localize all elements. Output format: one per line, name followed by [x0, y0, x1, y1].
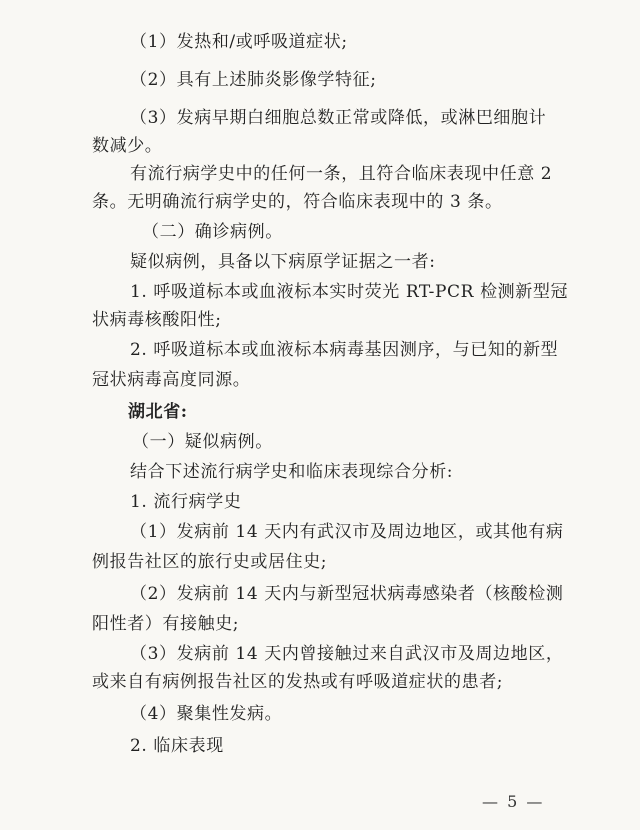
text-line: 有流行病学史中的任何一条，且符合临床表现中任意 2 [130, 164, 553, 184]
text-line: 状病毒核酸阳性; [92, 310, 222, 330]
text-line: （3）发病前 14 天内曾接触过来自武汉市及周边地区， [130, 644, 564, 664]
text-line: （4）聚集性发病。 [130, 704, 283, 724]
page-number: — 5 — [482, 792, 545, 811]
region-heading: 湖北省: [128, 402, 188, 422]
text-line: （3）发病早期白细胞总数正常或降低，或淋巴细胞计 [130, 108, 547, 128]
text-line: （1）发热和/或呼吸道症状; [130, 32, 348, 52]
text-line: 例报告社区的旅行史或居住史; [92, 552, 328, 572]
text-line: 2. 呼吸道标本或血液标本病毒基因测序，与已知的新型 [130, 340, 559, 360]
text-line: （1）发病前 14 天内有武汉市及周边地区，或其他有病 [130, 522, 564, 542]
text-line: 或来自有病例报告社区的发热或有呼吸道症状的患者; [92, 672, 504, 692]
subsection-heading: 1. 流行病学史 [130, 492, 242, 512]
text-line: 疑似病例，具备以下病原学证据之一者: [130, 252, 436, 272]
text-line: 阳性者）有接触史; [92, 614, 240, 634]
text-line: 1. 呼吸道标本或血液标本实时荧光 RT-PCR 检测新型冠 [130, 282, 569, 302]
text-line: 数减少。 [92, 136, 163, 156]
text-line: （2）具有上述肺炎影像学特征; [130, 70, 377, 90]
section-heading: （一）疑似病例。 [132, 432, 273, 452]
section-heading: （二）确诊病例。 [142, 222, 283, 242]
subsection-heading: 2. 临床表现 [130, 736, 224, 756]
text-line: 结合下述流行病学史和临床表现综合分析: [130, 462, 454, 482]
text-line: 冠状病毒高度同源。 [92, 370, 251, 390]
text-line: 条。无明确流行病学史的，符合临床表现中的 3 条。 [92, 192, 503, 212]
text-line: （2）发病前 14 天内与新型冠状病毒感染者（核酸检测 [130, 584, 564, 604]
